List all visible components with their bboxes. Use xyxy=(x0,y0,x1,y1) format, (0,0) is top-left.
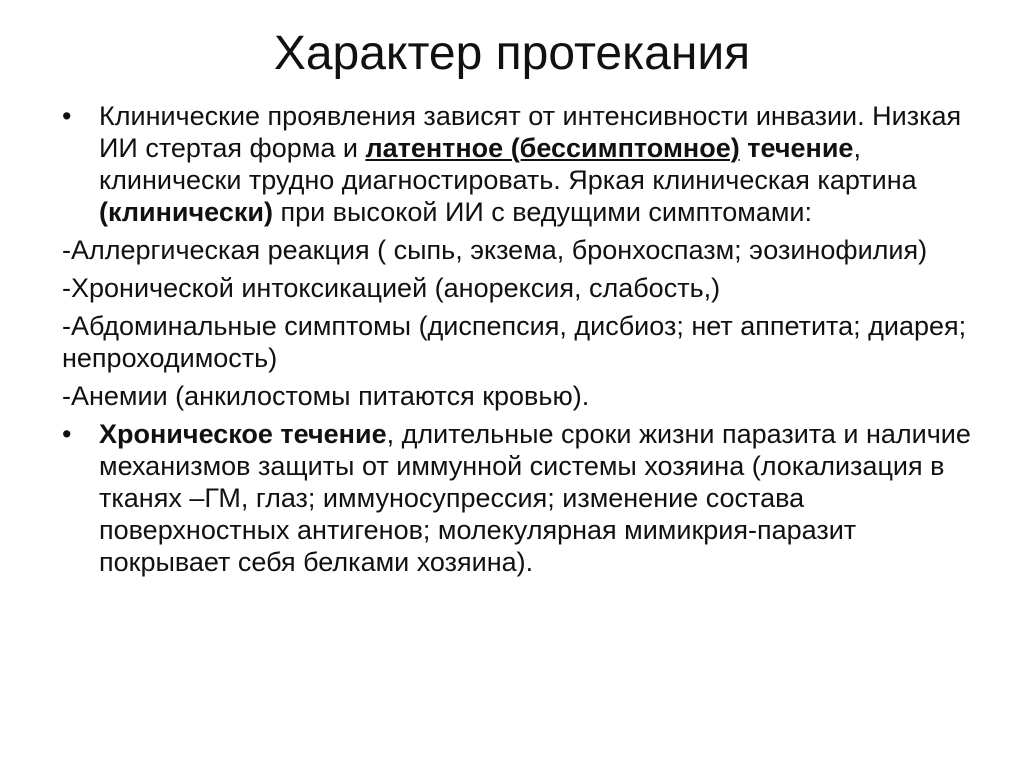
text-run: , клинически трудно диагностировать. Яркая клиническая картина xyxy=(99,133,917,195)
bullet-text xyxy=(99,419,971,577)
bullet-chronic-course xyxy=(62,418,992,578)
slide-title: Характер протекания xyxy=(273,27,751,80)
bold-text xyxy=(365,133,739,163)
bullet-icon: • xyxy=(62,101,72,131)
bullet-icon: • xyxy=(62,419,72,449)
text-run: Клинические проявления зависят от интенсивности инвазии. Низкая ИИ стертая форма и xyxy=(99,101,962,163)
bold-text: (клинически) xyxy=(99,197,273,227)
underlined-text: латентное (бессимптомное) xyxy=(365,133,740,163)
bold-text: течение xyxy=(747,133,854,163)
dash-item-abdominal: -Абдоминальные симптомы (диспепсия, дисбиоз; нет аппетита; диарея; непроходимость) xyxy=(62,311,967,373)
bold-text: Хроническое течение xyxy=(99,419,387,449)
bullet-clinical-manifestations xyxy=(62,100,992,228)
bullet-text xyxy=(99,101,961,227)
slide-content xyxy=(62,100,992,584)
dash-item-allergic: -Аллергическая реакция ( сыпь, экзема, бронхоспазм; эозинофилия) xyxy=(62,235,928,265)
dash-item-intoxication: -Хронической интоксикацией (анорексия, слабость,) xyxy=(62,273,721,303)
dash-item-anemia: -Анемии (анкилостомы питаются кровью). xyxy=(62,381,590,411)
text-run: , длительные сроки жизни паразита и наличие механизмов защиты от иммунной системы хозяина (локализация в тканях –ГМ, глаз; иммуносупрессия; изменение состава поверхностных антигенов; молекулярная мимикрия-паразит покрывает себя белками хозяина). xyxy=(99,419,971,577)
text-run: при высокой ИИ с ведущими симптомами: xyxy=(272,197,813,227)
